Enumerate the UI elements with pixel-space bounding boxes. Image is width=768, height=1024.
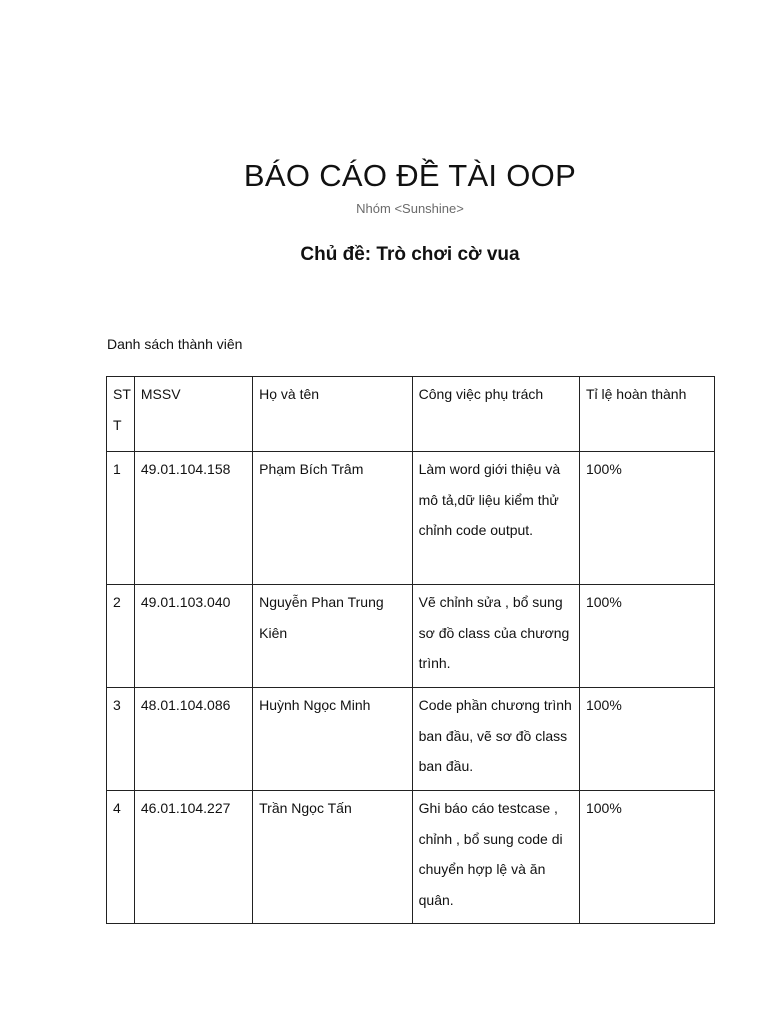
- header-task: Công việc phụ trách: [412, 377, 579, 452]
- group-name: Nhóm <Sunshine>: [356, 201, 464, 216]
- cell-stt: 3: [107, 688, 135, 791]
- cell-mssv: 49.01.104.158: [134, 452, 252, 585]
- cell-rate: 100%: [579, 688, 714, 791]
- cell-name: Phạm Bích Trâm: [253, 452, 413, 585]
- cell-rate: 100%: [579, 585, 714, 688]
- topic-heading: Chủ đề: Trò chơi cờ vua: [300, 244, 520, 265]
- cell-stt: 2: [107, 585, 135, 688]
- header-name: Họ và tên: [253, 377, 413, 452]
- table-header-row: [107, 377, 715, 452]
- cell-task: Ghi báo cáo testcase , chỉnh , bổ sung code di chuyển hợp lệ và ăn quân.: [412, 791, 579, 924]
- cell-task: Code phần chương trình ban đầu, vẽ sơ đồ class ban đầu.: [412, 688, 579, 791]
- cell-mssv: 46.01.104.227: [134, 791, 252, 924]
- cell-mssv: 49.01.103.040: [134, 585, 252, 688]
- header-mssv: MSSV: [134, 377, 252, 452]
- table-row: [107, 688, 715, 791]
- table-row: [107, 452, 715, 585]
- member-list-label: Danh sách thành viên: [107, 336, 243, 352]
- member-table: [106, 376, 715, 924]
- table-row: [107, 585, 715, 688]
- cell-name: Huỳnh Ngọc Minh: [253, 688, 413, 791]
- cell-task: Vẽ chỉnh sửa , bổ sung sơ đồ class của chương trình.: [412, 585, 579, 688]
- table-row: [107, 791, 715, 924]
- cell-rate: 100%: [579, 791, 714, 924]
- cell-mssv: 48.01.104.086: [134, 688, 252, 791]
- header-stt: [107, 377, 135, 452]
- document-title: BÁO CÁO ĐỀ TÀI OOP: [243, 158, 577, 193]
- cell-name: Trần Ngọc Tấn: [253, 791, 413, 924]
- cell-name: Nguyễn Phan Trung Kiên: [253, 585, 413, 688]
- cell-task: Làm word giới thiệu và mô tả,dữ liệu kiểm thử chỉnh code output.: [412, 452, 579, 585]
- cell-stt: 1: [107, 452, 135, 585]
- cell-rate: 100%: [579, 452, 714, 585]
- cell-stt: 4: [107, 791, 135, 924]
- header-stt-line1: ST: [113, 386, 131, 402]
- header-rate: Tỉ lệ hoàn thành: [579, 377, 714, 452]
- header-stt-line2: T: [113, 416, 122, 433]
